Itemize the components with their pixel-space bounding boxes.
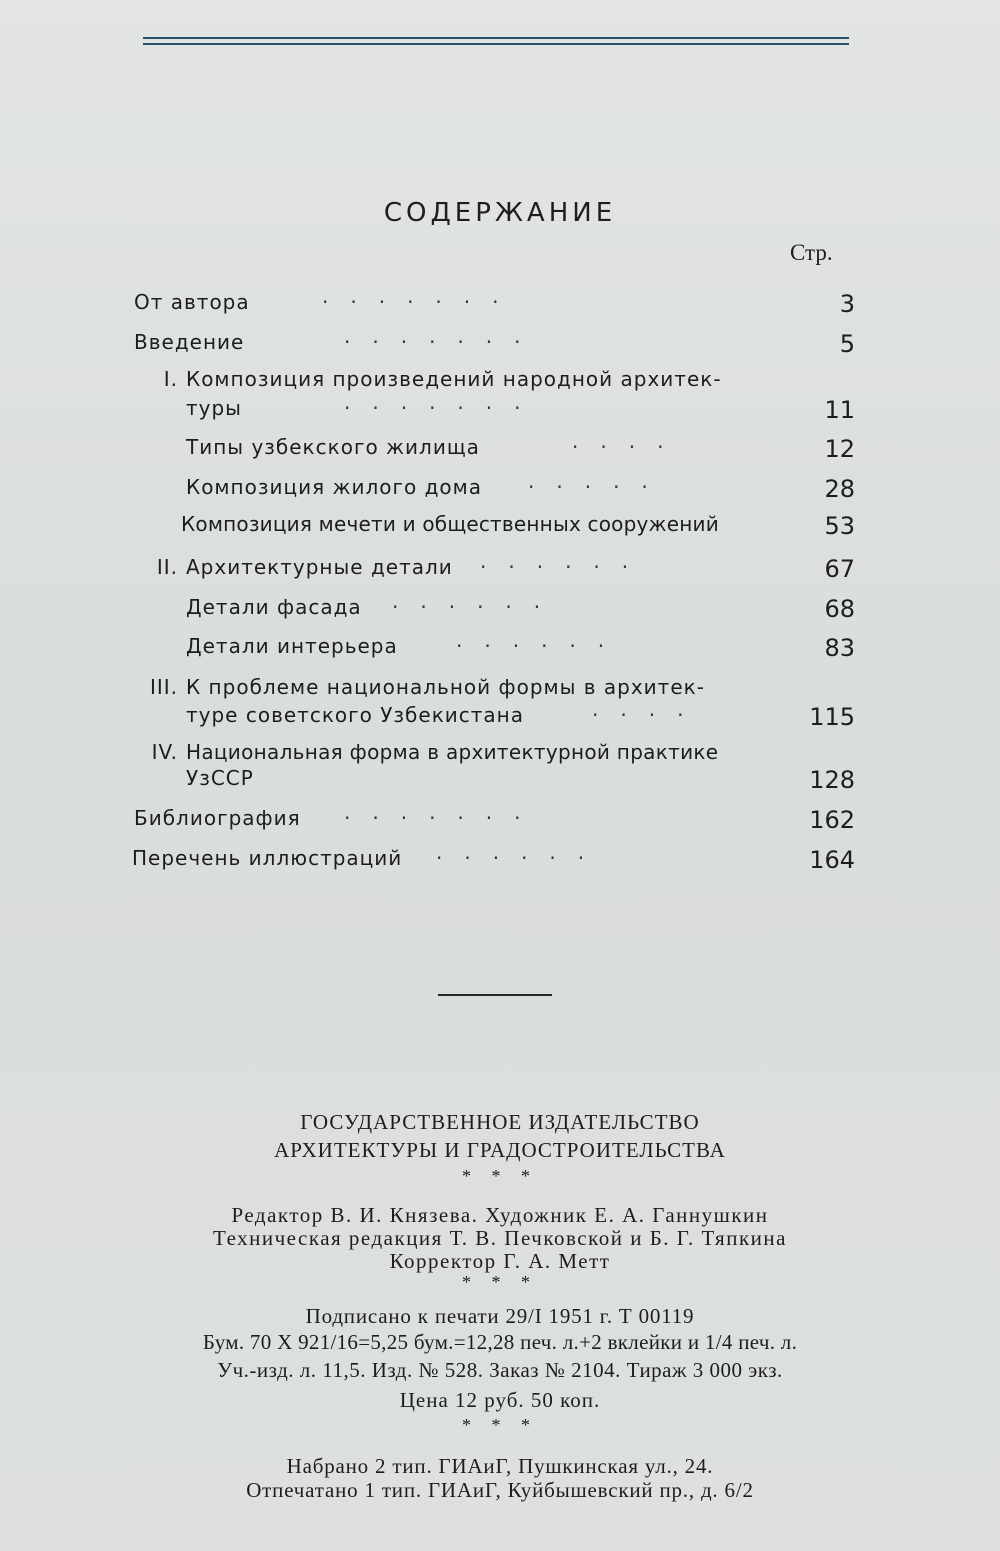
printed-line: Отпечатано 1 тип. ГИАиГ, Куйбышевский пр., д. 6/2 bbox=[246, 1478, 754, 1502]
top-double-rule bbox=[143, 37, 849, 46]
price-line: Цена 12 руб. 50 коп. bbox=[399, 1388, 601, 1412]
toc-page-number: 11 bbox=[824, 396, 855, 424]
separator-stars: * * * bbox=[462, 1272, 538, 1292]
toc-page-number: 53 bbox=[824, 512, 855, 540]
toc-page-number: 83 bbox=[824, 634, 855, 662]
chapter-number: I. bbox=[163, 367, 178, 391]
editor-line: Редактор В. И. Князева. Художник Е. А. Ганнушкин bbox=[231, 1203, 769, 1227]
page-column-label: Стр. bbox=[790, 240, 833, 265]
typeset-line: Набрано 2 тип. ГИАиГ, Пушкинская ул., 24. bbox=[286, 1454, 714, 1478]
book-page: СОДЕРЖАНИЕ Стр. От автора ······· 3 Введение ······· 5 I. Композиция произведений народной архитек- туры ······· 11 Типы узбекского жилища ···· 12 Композиция жилого дома ····· 28 Композиция мечети и общественных сооружений 53 II. Архитектурные детали ······ 67 Детали фасада ······ 68 Детали интерьера ······ 83 III. К проблеме национальной формы в архитек- туре советского Узбекистана ···· 115 IV. Национальная форма в архитектурной практике УзССР 128 Библиография ······· 162 Перечень иллюстраций ······ 164 ГОСУДАРСТВЕННОЕ ИЗДАТЕЛЬСТВО АРХИТЕКТУРЫ И ГРАДОСТРОИТЕЛЬСТВА * * * Редактор В. И. Князева. Художник Е. А. Ганнушкин Техническая редакция Т. В. Печковской и Б. Г. Тяпкина Корректор Г. А. Метт * * * Подписано к печати 29/I 1951 г. Т 00119 Бум. 70 X 921/16=5,25 бум.=12,28 печ. л.+2 вклейки и 1/4 печ. л. Уч.-изд. л. 11,5. Изд. № 528. Заказ № 2104. Тираж 3 000 экз. Цена 12 руб. 50 коп. * * * Набрано 2 тип. ГИАиГ, Пушкинская ул., 24. Отпечатано 1 тип. ГИАиГ, Куйбышевский пр., д. 6/2 bbox=[0, 0, 1000, 1551]
toc-page-number: 28 bbox=[824, 475, 855, 503]
chapter-number: II. bbox=[156, 555, 178, 579]
publisher-name-line-2: АРХИТЕКТУРЫ И ГРАДОСТРОИТЕЛЬСТВА bbox=[274, 1138, 726, 1162]
toc-page-number: 164 bbox=[809, 846, 855, 874]
toc-page-number: 162 bbox=[809, 806, 855, 834]
page-title: СОДЕРЖАНИЕ bbox=[383, 198, 617, 228]
toc-page-number: 68 bbox=[824, 595, 855, 623]
separator-stars: * * * bbox=[462, 1415, 538, 1435]
paper-format-line: Бум. 70 X 921/16=5,25 бум.=12,28 печ. л.+2 вклейки и 1/4 печ. л. bbox=[202, 1330, 798, 1354]
signed-to-print-line: Подписано к печати 29/I 1951 г. Т 00119 bbox=[305, 1304, 695, 1328]
toc-page-number: 12 bbox=[824, 435, 855, 463]
toc-page-number: 128 bbox=[809, 766, 855, 794]
section-divider bbox=[438, 994, 552, 996]
toc-page-number: 5 bbox=[839, 330, 855, 358]
toc-page-number: 3 bbox=[839, 290, 855, 318]
chapter-number: IV. bbox=[151, 740, 178, 764]
toc-page-number: 115 bbox=[809, 703, 855, 731]
publisher-name-line-1: ГОСУДАРСТВЕННОЕ ИЗДАТЕЛЬСТВО bbox=[300, 1110, 700, 1134]
tech-editor-line: Техническая редакция Т. В. Печковской и Б. Г. Тяпкина bbox=[213, 1226, 787, 1250]
corrector-line: Корректор Г. А. Метт bbox=[389, 1249, 611, 1273]
separator-stars: * * * bbox=[462, 1166, 538, 1186]
edition-line: Уч.-изд. л. 11,5. Изд. № 528. Заказ № 2104. Тираж 3 000 экз. bbox=[217, 1358, 783, 1382]
toc-page-number: 67 bbox=[824, 555, 855, 583]
chapter-number: III. bbox=[149, 675, 178, 699]
